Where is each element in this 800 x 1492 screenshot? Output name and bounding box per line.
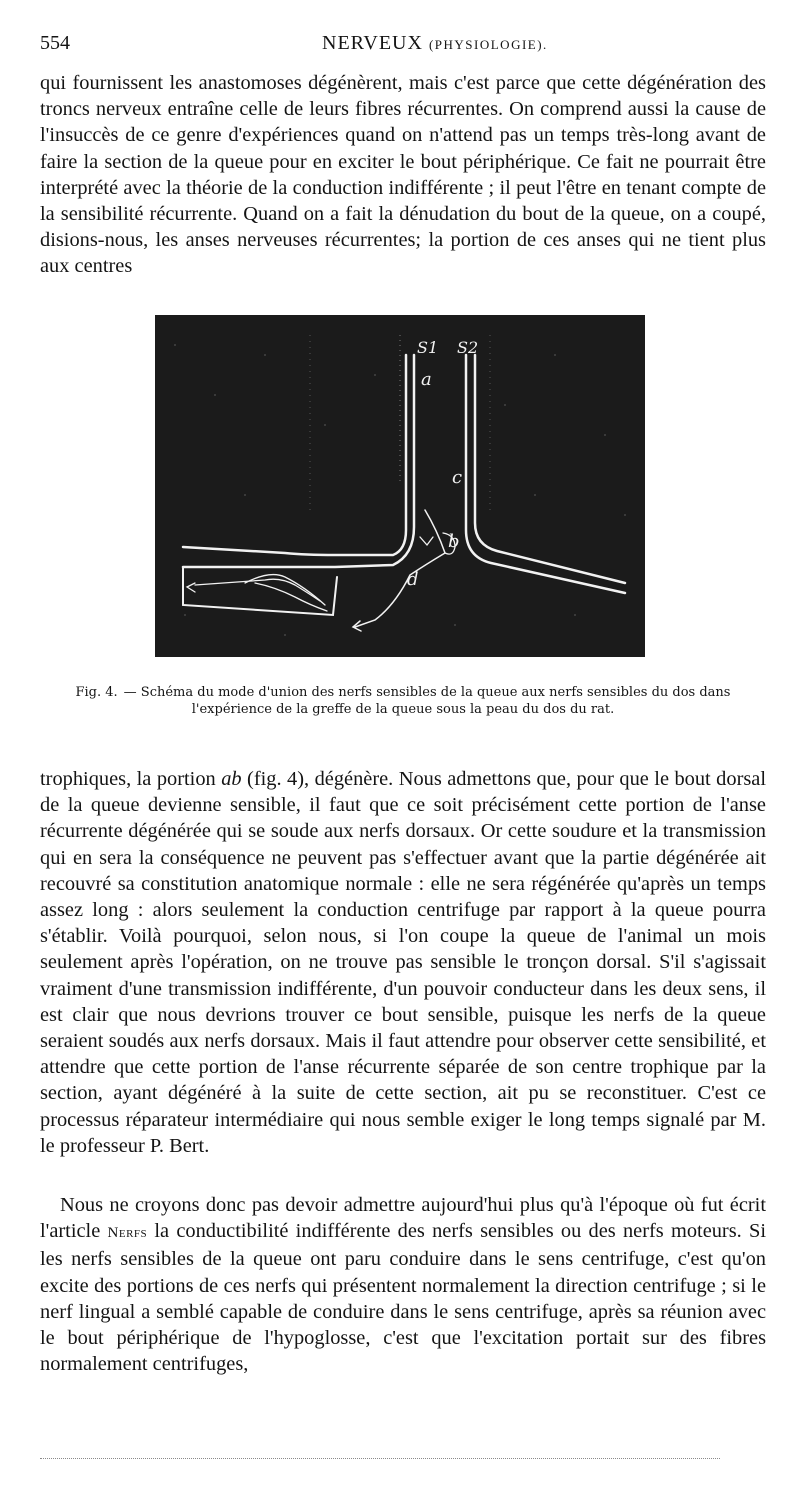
label-s1: S1 bbox=[417, 338, 439, 357]
arrow-head-tail bbox=[187, 583, 195, 592]
figure-labels bbox=[407, 338, 478, 590]
paragraph-3-rest: la conductibilité indifférente des nerfs sensibles ou des nerfs moteurs. Si les nerfs sensibles de la queue ont paru conduire dans le sens centrifuge, c'est qu'on excite des portions de ces nerfs qui présentent normalement la direction centrifuge ; si le nerf lingual a semblé capable de conduire dans le sens centrifuge, après sa réunion avec le bout périphérique de l'hypoglosse, c'est que l'excitation portait sur des fibres normalement centrifuges, bbox=[40, 1220, 766, 1376]
paragraph-2-start: trophiques, la portion bbox=[40, 768, 222, 790]
tail-fibre-2 bbox=[245, 575, 325, 605]
tail-outline bbox=[183, 567, 337, 615]
paragraph-3-article-name: Nerfs bbox=[107, 1225, 148, 1242]
label-a: a bbox=[421, 369, 432, 390]
figure-caption bbox=[40, 684, 766, 718]
recurrent-loop bbox=[355, 510, 445, 627]
label-s2: S2 bbox=[457, 338, 479, 357]
footer-dotted-rule bbox=[40, 1458, 720, 1459]
paragraph-1: qui fournissent les anastomoses dégénèrent, mais c'est parce que cette dégénération des troncs nerveux entraîne celle de leurs fibres récurrentes. On comprend aussi la cause de l'insuccès de ce genre d'expériences quand on n'attend pas un temps très-long avant de faire la section de la queue pour en exciter le bout périphérique. Ce fait ne pourrait être interprété avec la théorie de la conduction indifférente ; il peut l'être en tenant compte de la sensibilité récurrente. Quand on a fait la dénudation du bout de la queue, on a coupé, disions-nous, les anses nerveuses récurrentes; la portion de ces anses qui ne tient plus aux centres bbox=[40, 72, 766, 278]
nerve-s1-outer bbox=[183, 355, 406, 555]
running-title-sub: (PHYSIOLOGIE). bbox=[428, 37, 548, 52]
figure-4-diagram bbox=[155, 315, 645, 657]
page-header bbox=[40, 32, 780, 62]
running-title-main: NERVEUX bbox=[322, 32, 423, 54]
nerve-s2-inner bbox=[475, 355, 625, 583]
caption-line-2: l'expérience de la greffe de la queue sous la peau du dos du rat. bbox=[191, 702, 615, 717]
nerve-s1-inner bbox=[183, 355, 414, 567]
paragraph-3-start: Nous ne croyons donc pas devoir admettre aujourd'hui plus qu'à l'époque où fut écrit l'article bbox=[40, 1194, 766, 1243]
label-d: d bbox=[407, 569, 419, 590]
label-b: b bbox=[448, 531, 460, 552]
running-title bbox=[322, 32, 548, 55]
arrow-head-upper bbox=[420, 537, 433, 545]
tail-fibre-1 bbox=[195, 579, 320, 601]
paragraph-2 bbox=[40, 766, 766, 1159]
paragraph-2-italic-ab: ab bbox=[221, 768, 242, 790]
caption-label: Fig. 4. bbox=[75, 685, 118, 700]
label-c: c bbox=[452, 467, 463, 488]
paragraph-3 bbox=[40, 1192, 766, 1377]
paragraph-2-rest: (fig. 4), dégénère. Nous admettons que, pour que le bout dorsal de la queue devienne sensible, il faut que ce soit précisément cette portion de l'anse récurrente dégénérée qui se soude aux nerfs dorsaux. Or cette soudure et la transmission qui en sera la conséquence ne peuvent pas s'effectuer avant que la partie dégénérée ait recouvré sa constitution anatomique normale : elle ne sera régénérée qu'après un temps assez long : alors seulement la conduction centrifuge par rapport à la queue pourra s'établir. Voilà pourquoi, selon nous, si l'on coupe la queue de l'animal un mois seulement après l'opération, on ne trouve pas sensible le tronçon dorsal. S'il s'agissait vraiment d'une transmission indifférente, d'un pouvoir conducteur dans les deux sens, il est clair que nous devrions trouver ce bout sensible, puisque les nerfs de la queue seraient soudés aux nerfs dorsaux. Mais il faut attendre pour observer cette sensibilité, et attendre que cette portion de l'anse récurrente séparée de son centre trophique par la section, ayant dégénéré à la suite de cette section, ait pu se reconstituer. C'est ce processus réparateur intermédiaire qui nous semble exiger le long temps signalé par M. le professeur P. Bert. bbox=[40, 768, 767, 1157]
caption-line-1: — Schéma du mode d'union des nerfs sensibles de la queue aux nerfs sensibles du dos dans bbox=[123, 685, 731, 700]
nerve-schema bbox=[155, 315, 645, 657]
nerve-lines bbox=[183, 355, 625, 631]
page-number: 554 bbox=[40, 32, 70, 54]
